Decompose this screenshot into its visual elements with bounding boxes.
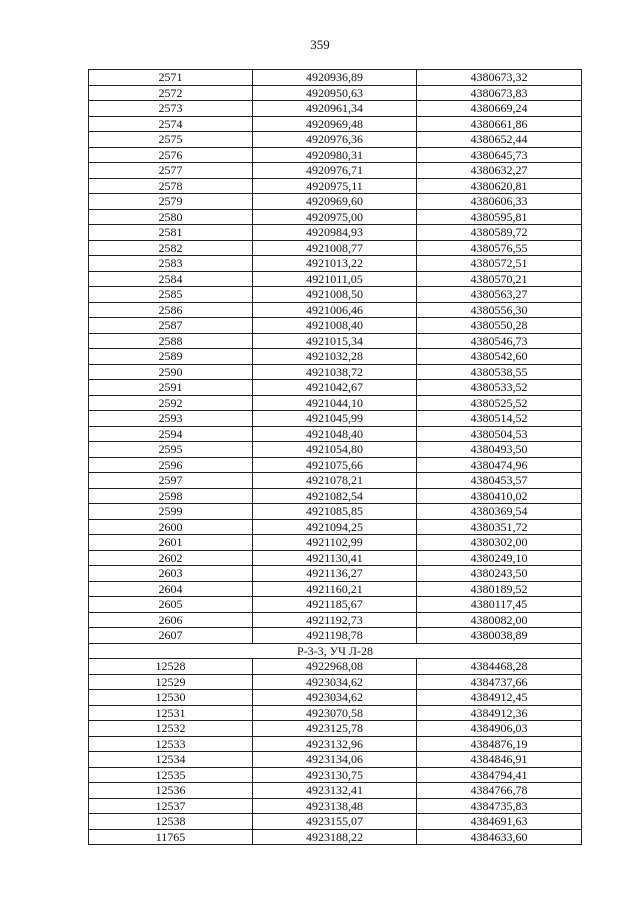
y-coordinate-cell: 4380542,60 (417, 349, 582, 365)
table-row (89, 163, 582, 179)
table-row (89, 411, 582, 427)
y-coordinate-cell: 4380410,02 (417, 488, 582, 504)
table-row (89, 473, 582, 489)
x-coordinate-cell: 4923130,75 (253, 767, 417, 783)
y-coordinate-cell: 4384912,45 (417, 690, 582, 706)
x-coordinate-cell: 4921042,67 (253, 380, 417, 396)
point-number-cell: 2604 (89, 581, 253, 597)
x-coordinate-cell: 4923132,96 (253, 736, 417, 752)
y-coordinate-cell: 4380673,32 (417, 70, 582, 86)
y-coordinate-cell: 4384633,60 (417, 829, 582, 845)
table-row (89, 566, 582, 582)
x-coordinate-cell: 4921013,22 (253, 256, 417, 272)
y-coordinate-cell: 4380302,00 (417, 535, 582, 551)
y-coordinate-cell: 4380673,83 (417, 85, 582, 101)
y-coordinate-cell: 4380243,50 (417, 566, 582, 582)
y-coordinate-cell: 4380453,57 (417, 473, 582, 489)
y-coordinate-cell: 4380661,86 (417, 116, 582, 132)
point-number-cell: 2577 (89, 163, 253, 179)
x-coordinate-cell: 4920961,34 (253, 101, 417, 117)
y-coordinate-cell: 4380189,52 (417, 581, 582, 597)
y-coordinate-cell: 4380550,28 (417, 318, 582, 334)
table-row (89, 674, 582, 690)
x-coordinate-cell: 4921078,21 (253, 473, 417, 489)
x-coordinate-cell: 4921102,99 (253, 535, 417, 551)
point-number-cell: 2573 (89, 101, 253, 117)
point-number-cell: 2607 (89, 628, 253, 644)
y-coordinate-cell: 4384737,66 (417, 674, 582, 690)
y-coordinate-cell: 4380082,00 (417, 612, 582, 628)
point-number-cell: 2588 (89, 333, 253, 349)
y-coordinate-cell: 4380556,30 (417, 302, 582, 318)
table-row (89, 194, 582, 210)
point-number-cell: 2606 (89, 612, 253, 628)
table-row (89, 814, 582, 830)
y-coordinate-cell: 4380504,53 (417, 426, 582, 442)
table-row (89, 504, 582, 520)
point-number-cell: 12529 (89, 674, 253, 690)
table-row (89, 519, 582, 535)
table-row (89, 256, 582, 272)
table-row (89, 736, 582, 752)
y-coordinate-cell: 4384846,91 (417, 752, 582, 768)
table-row (89, 829, 582, 845)
point-number-cell: 2587 (89, 318, 253, 334)
x-coordinate-cell: 4920976,36 (253, 132, 417, 148)
y-coordinate-cell: 4380620,81 (417, 178, 582, 194)
table-row (89, 535, 582, 551)
table-row (89, 271, 582, 287)
table-row (89, 132, 582, 148)
y-coordinate-cell: 4380570,21 (417, 271, 582, 287)
y-coordinate-cell: 4384766,78 (417, 783, 582, 799)
point-number-cell: 2583 (89, 256, 253, 272)
x-coordinate-cell: 4921008,77 (253, 240, 417, 256)
point-number-cell: 12536 (89, 783, 253, 799)
table-row (89, 85, 582, 101)
point-number-cell: 2600 (89, 519, 253, 535)
point-number-cell: 2589 (89, 349, 253, 365)
point-number-cell: 2580 (89, 209, 253, 225)
table-row (89, 209, 582, 225)
point-number-cell: 2597 (89, 473, 253, 489)
x-coordinate-cell: 4920969,48 (253, 116, 417, 132)
point-number-cell: 2591 (89, 380, 253, 396)
y-coordinate-cell: 4380669,24 (417, 101, 582, 117)
x-coordinate-cell: 4921094,25 (253, 519, 417, 535)
y-coordinate-cell: 4380595,81 (417, 209, 582, 225)
table-row (89, 380, 582, 396)
y-coordinate-cell: 4380652,44 (417, 132, 582, 148)
table-row (89, 101, 582, 117)
x-coordinate-cell: 4921054,80 (253, 442, 417, 458)
x-coordinate-cell: 4923070,58 (253, 705, 417, 721)
x-coordinate-cell: 4921032,28 (253, 349, 417, 365)
point-number-cell: 12538 (89, 814, 253, 830)
point-number-cell: 2582 (89, 240, 253, 256)
point-number-cell: 12533 (89, 736, 253, 752)
x-coordinate-cell: 4920980,31 (253, 147, 417, 163)
y-coordinate-cell: 4380606,33 (417, 194, 582, 210)
table-row (89, 550, 582, 566)
x-coordinate-cell: 4921011,05 (253, 271, 417, 287)
table-row (89, 628, 582, 644)
x-coordinate-cell: 4920936,89 (253, 70, 417, 86)
y-coordinate-cell: 4380589,72 (417, 225, 582, 241)
y-coordinate-cell: 4384912,36 (417, 705, 582, 721)
table-row (89, 767, 582, 783)
point-number-cell: 2605 (89, 597, 253, 613)
point-number-cell: 2601 (89, 535, 253, 551)
y-coordinate-cell: 4380632,27 (417, 163, 582, 179)
x-coordinate-cell: 4921044,10 (253, 395, 417, 411)
page-number: 359 (310, 37, 330, 52)
x-coordinate-cell: 4920975,11 (253, 178, 417, 194)
y-coordinate-cell: 4380533,52 (417, 380, 582, 396)
x-coordinate-cell: 4923138,48 (253, 798, 417, 814)
point-number-cell: 2598 (89, 488, 253, 504)
y-coordinate-cell: 4380572,51 (417, 256, 582, 272)
point-number-cell: 2593 (89, 411, 253, 427)
point-number-cell: 12530 (89, 690, 253, 706)
table-row (89, 349, 582, 365)
x-coordinate-cell: 4921038,72 (253, 364, 417, 380)
x-coordinate-cell: 4923188,22 (253, 829, 417, 845)
y-coordinate-cell: 4384468,28 (417, 659, 582, 675)
y-coordinate-cell: 4380514,52 (417, 411, 582, 427)
section-title-row (89, 643, 582, 659)
point-number-cell: 2599 (89, 504, 253, 520)
point-number-cell: 2579 (89, 194, 253, 210)
table-row (89, 318, 582, 334)
y-coordinate-cell: 4380351,72 (417, 519, 582, 535)
table-row (89, 287, 582, 303)
y-coordinate-cell: 4380525,52 (417, 395, 582, 411)
x-coordinate-cell: 4921008,40 (253, 318, 417, 334)
table-row (89, 612, 582, 628)
point-number-cell: 2572 (89, 85, 253, 101)
point-number-cell: 11765 (89, 829, 253, 845)
x-coordinate-cell: 4922968,08 (253, 659, 417, 675)
table-row (89, 721, 582, 737)
x-coordinate-cell: 4920976,71 (253, 163, 417, 179)
point-number-cell: 2576 (89, 147, 253, 163)
y-coordinate-cell: 4380538,55 (417, 364, 582, 380)
table-row (89, 705, 582, 721)
table-row (89, 240, 582, 256)
y-coordinate-cell: 4380474,96 (417, 457, 582, 473)
table-row (89, 302, 582, 318)
y-coordinate-cell: 4380576,55 (417, 240, 582, 256)
point-number-cell: 2594 (89, 426, 253, 442)
x-coordinate-cell: 4923134,06 (253, 752, 417, 768)
y-coordinate-cell: 4380546,73 (417, 333, 582, 349)
point-number-cell: 12535 (89, 767, 253, 783)
table-row (89, 798, 582, 814)
table-row (89, 752, 582, 768)
table-row (89, 333, 582, 349)
section-title: Р-3-3, УЧ Л-28 (89, 643, 582, 659)
point-number-cell: 2602 (89, 550, 253, 566)
y-coordinate-cell: 4380249,10 (417, 550, 582, 566)
x-coordinate-cell: 4921015,34 (253, 333, 417, 349)
y-coordinate-cell: 4384691,63 (417, 814, 582, 830)
table-row (89, 70, 582, 86)
y-coordinate-cell: 4380117,45 (417, 597, 582, 613)
table-row (89, 442, 582, 458)
y-coordinate-cell: 4380563,27 (417, 287, 582, 303)
y-coordinate-cell: 4384794,41 (417, 767, 582, 783)
table-row (89, 225, 582, 241)
point-number-cell: 2578 (89, 178, 253, 194)
table-row (89, 488, 582, 504)
x-coordinate-cell: 4921048,40 (253, 426, 417, 442)
point-number-cell: 2590 (89, 364, 253, 380)
y-coordinate-cell: 4380369,54 (417, 504, 582, 520)
point-number-cell: 2592 (89, 395, 253, 411)
y-coordinate-cell: 4380645,73 (417, 147, 582, 163)
y-coordinate-cell: 4384735,83 (417, 798, 582, 814)
table-row (89, 364, 582, 380)
x-coordinate-cell: 4921082,54 (253, 488, 417, 504)
table-row (89, 597, 582, 613)
y-coordinate-cell: 4384906,03 (417, 721, 582, 737)
point-number-cell: 2596 (89, 457, 253, 473)
x-coordinate-cell: 4921198,78 (253, 628, 417, 644)
point-number-cell: 2584 (89, 271, 253, 287)
x-coordinate-cell: 4920969,60 (253, 194, 417, 210)
y-coordinate-cell: 4380038,89 (417, 628, 582, 644)
x-coordinate-cell: 4921008,50 (253, 287, 417, 303)
x-coordinate-cell: 4921075,66 (253, 457, 417, 473)
table-row (89, 457, 582, 473)
x-coordinate-cell: 4923155,07 (253, 814, 417, 830)
point-number-cell: 2581 (89, 225, 253, 241)
x-coordinate-cell: 4921130,41 (253, 550, 417, 566)
coordinates-table (88, 69, 582, 845)
point-number-cell: 2571 (89, 70, 253, 86)
point-number-cell: 2586 (89, 302, 253, 318)
x-coordinate-cell: 4921045,99 (253, 411, 417, 427)
x-coordinate-cell: 4923034,62 (253, 690, 417, 706)
x-coordinate-cell: 4920950,63 (253, 85, 417, 101)
point-number-cell: 2603 (89, 566, 253, 582)
x-coordinate-cell: 4920984,93 (253, 225, 417, 241)
y-coordinate-cell: 4384876,19 (417, 736, 582, 752)
x-coordinate-cell: 4921185,67 (253, 597, 417, 613)
x-coordinate-cell: 4921085,85 (253, 504, 417, 520)
x-coordinate-cell: 4921006,46 (253, 302, 417, 318)
x-coordinate-cell: 4921160,21 (253, 581, 417, 597)
x-coordinate-cell: 4920975,00 (253, 209, 417, 225)
point-number-cell: 12537 (89, 798, 253, 814)
table-row (89, 395, 582, 411)
point-number-cell: 12528 (89, 659, 253, 675)
x-coordinate-cell: 4923132,41 (253, 783, 417, 799)
x-coordinate-cell: 4921136,27 (253, 566, 417, 582)
point-number-cell: 2585 (89, 287, 253, 303)
table-row (89, 659, 582, 675)
x-coordinate-cell: 4921192,73 (253, 612, 417, 628)
table-row (89, 783, 582, 799)
x-coordinate-cell: 4923125,78 (253, 721, 417, 737)
point-number-cell: 12531 (89, 705, 253, 721)
x-coordinate-cell: 4923034,62 (253, 674, 417, 690)
table-row (89, 581, 582, 597)
table-row (89, 147, 582, 163)
point-number-cell: 12534 (89, 752, 253, 768)
table-row (89, 178, 582, 194)
coordinates-table-body (89, 70, 582, 845)
table-row (89, 690, 582, 706)
point-number-cell: 2595 (89, 442, 253, 458)
point-number-cell: 2574 (89, 116, 253, 132)
table-row (89, 426, 582, 442)
table-row (89, 116, 582, 132)
y-coordinate-cell: 4380493,50 (417, 442, 582, 458)
point-number-cell: 12532 (89, 721, 253, 737)
point-number-cell: 2575 (89, 132, 253, 148)
